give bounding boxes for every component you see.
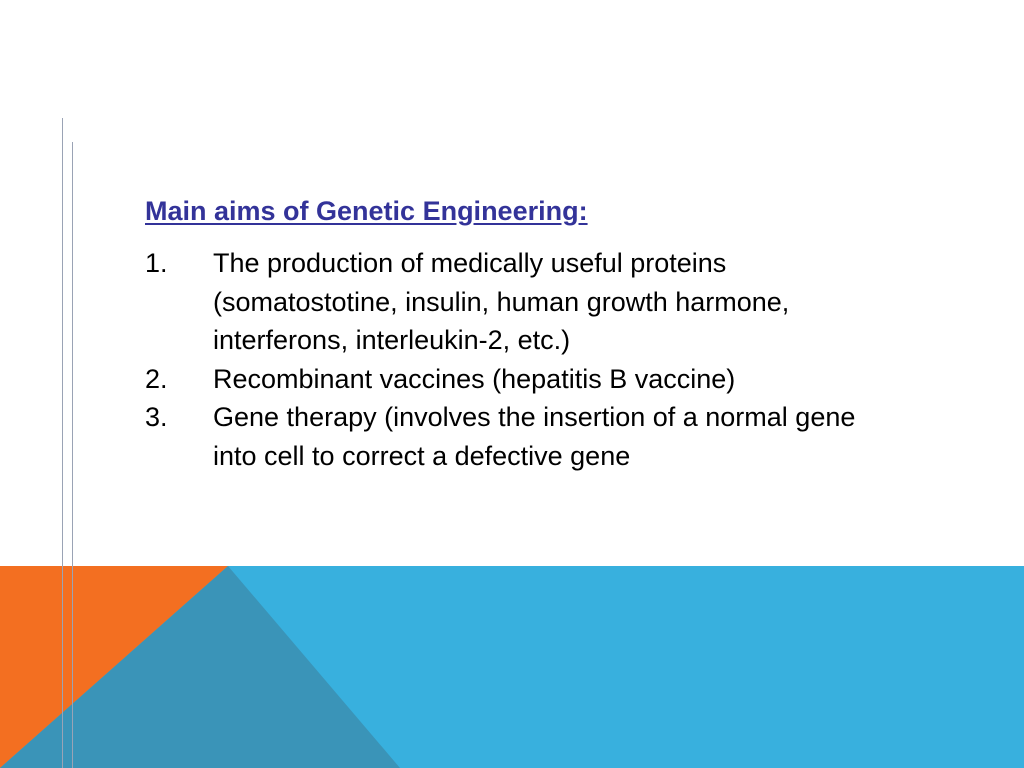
list-item-line: Gene therapy (involves the insertion of a normal gene bbox=[213, 402, 856, 432]
decorative-bottom-band bbox=[0, 566, 1024, 768]
list-item bbox=[145, 398, 985, 475]
list-item-line: into cell to correct a defective gene bbox=[213, 440, 631, 471]
list-item-number: 3. bbox=[145, 402, 168, 432]
list-item-line: Recombinant vaccines (hepatitis B vaccine) bbox=[213, 363, 736, 394]
list-item-text bbox=[213, 398, 985, 475]
decorative-vertical-line bbox=[72, 142, 73, 768]
list-item-text bbox=[213, 244, 985, 360]
list-item-number: 2. bbox=[145, 363, 168, 394]
list-item-text bbox=[213, 360, 985, 399]
list-item bbox=[145, 360, 985, 399]
list-item-line: (somatostotine, insulin, human growth harmone, bbox=[213, 286, 790, 317]
decorative-vertical-line bbox=[62, 118, 63, 768]
aims-list bbox=[145, 244, 985, 475]
slide-content bbox=[145, 192, 985, 475]
list-item-line: interferons, interleukin-2, etc.) bbox=[213, 325, 571, 355]
list-item-number: 1. bbox=[145, 248, 168, 278]
list-item bbox=[145, 244, 985, 360]
list-item-line: The production of medically useful proteins bbox=[213, 248, 727, 278]
slide-heading: Main aims of Genetic Engineering: bbox=[145, 196, 588, 226]
